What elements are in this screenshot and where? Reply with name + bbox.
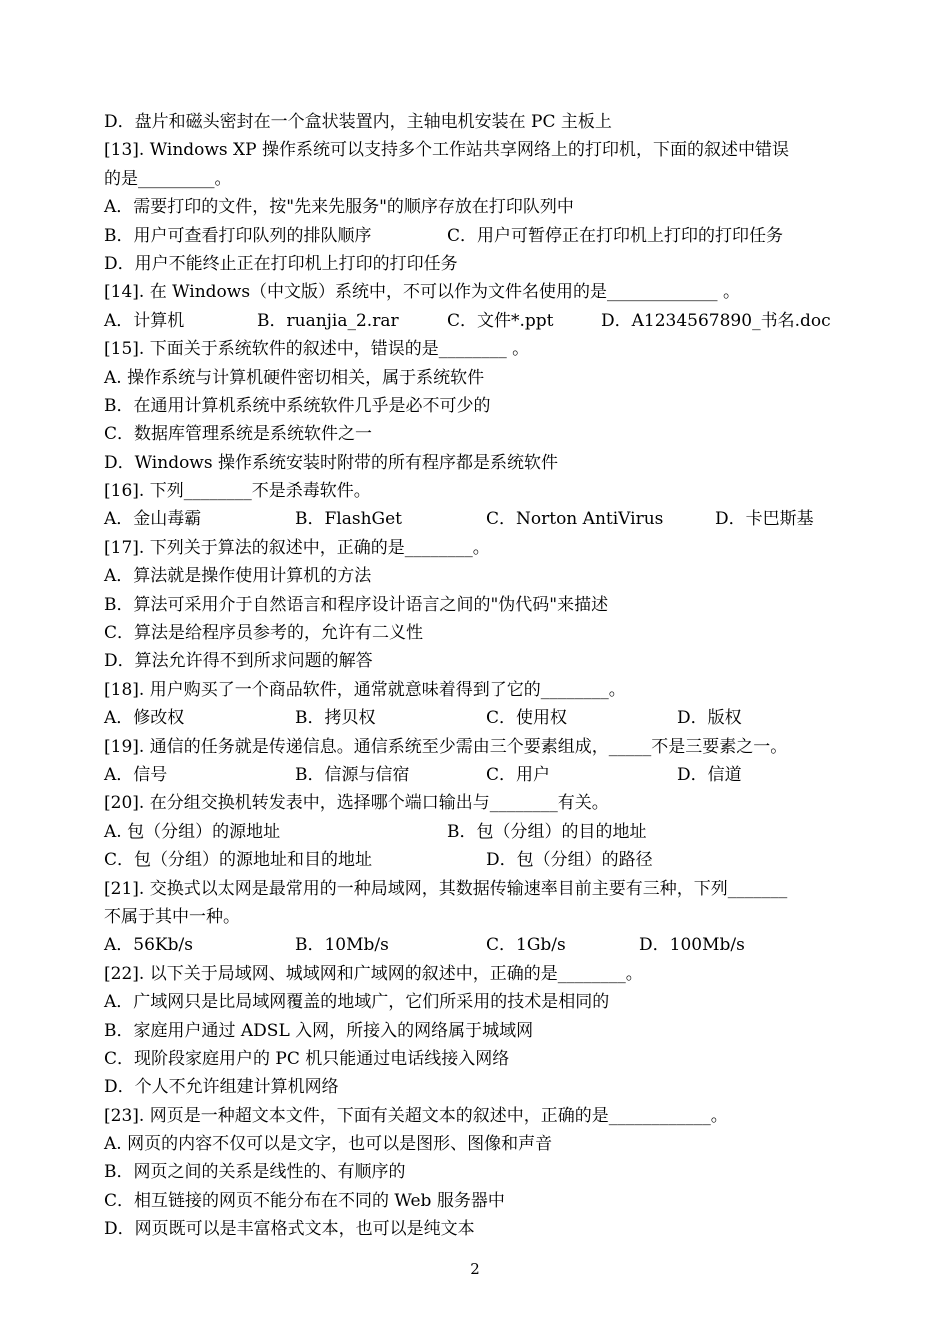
text-line (104, 647, 854, 675)
page-number: 2 (470, 1260, 480, 1278)
line-text: [15]. 下面关于系统软件的叙述中，错误的是________ 。 (104, 339, 530, 360)
text-line (104, 420, 854, 448)
text-line (104, 875, 854, 903)
text-line (104, 733, 854, 761)
option-text: C．用户 (486, 764, 551, 785)
line-text: 的是_________。 (104, 168, 232, 189)
text-line (104, 903, 854, 931)
option-text: B．用户可查看打印队列的排队顺序 (104, 225, 372, 246)
text-line (104, 1102, 854, 1130)
line-text: C．算法是给程序员参考的，允许有二义性 (104, 623, 424, 644)
option-text: D．卡巴斯基 (715, 509, 814, 530)
option-text: A．修改权 (104, 708, 185, 729)
text-line (104, 307, 854, 335)
text-line (104, 477, 854, 505)
text-line (104, 960, 854, 988)
text-line (104, 1073, 854, 1101)
option-text: C．文件*.ppt (447, 310, 554, 331)
line-text: A．需要打印的文件，按"先来先服务"的顺序存放在打印队列中 (104, 197, 574, 218)
line-text: D．网页既可以是丰富格式文本，也可以是纯文本 (104, 1219, 475, 1240)
option-text: B．拷贝权 (295, 708, 376, 729)
text-line (104, 534, 854, 562)
option-text: A. 包（分组）的源地址 (104, 821, 281, 842)
line-text: D．Windows 操作系统安装时附带的所有程序都是系统软件 (104, 452, 558, 473)
option-text: D．信道 (677, 764, 742, 785)
text-line (104, 222, 854, 250)
text-line (104, 136, 854, 164)
text-line (104, 449, 854, 477)
option-text: B．10Mb/s (295, 935, 389, 956)
option-text: B．信源与信宿 (295, 764, 410, 785)
line-text: 不属于其中一种。 (104, 906, 240, 927)
text-line (104, 761, 854, 789)
line-text: [17]. 下列关于算法的叙述中，正确的是________。 (104, 537, 490, 558)
option-text: C．Norton AntiVirus (486, 509, 664, 530)
option-text: C．1Gb/s (486, 935, 566, 956)
text-line (104, 278, 854, 306)
option-text: D．版权 (677, 708, 742, 729)
option-text: D．包（分组）的路径 (486, 850, 653, 871)
line-text: [19]. 通信的任务就是传递信息。通信系统至少需由三个要素组成，_____不是三要素之一。 (104, 736, 788, 757)
text-line (104, 165, 854, 193)
text-line (104, 505, 854, 533)
text-line (104, 562, 854, 590)
line-text: D．算法允许得不到所求问题的解答 (104, 651, 373, 672)
line-text: [18]. 用户购买了一个商品软件，通常就意味着得到了它的________。 (104, 679, 626, 700)
option-text: C．用户可暂停正在打印机上打印的打印任务 (447, 225, 784, 246)
text-line (104, 250, 854, 278)
line-text: D．用户不能终止正在打印机上打印的打印任务 (104, 253, 458, 274)
text-line (104, 108, 854, 136)
line-text: [16]. 下列________不是杀毒软件。 (104, 481, 371, 502)
line-text: D．个人不允许组建计算机网络 (104, 1077, 339, 1098)
text-line (104, 392, 854, 420)
text-line (104, 619, 854, 647)
text-line (104, 591, 854, 619)
option-text: A．56Kb/s (104, 935, 193, 956)
line-text: B．在通用计算机系统中系统软件几乎是必不可少的 (104, 395, 491, 416)
line-text: A．广域网只是比局域网覆盖的地域广，它们所采用的技术是相同的 (104, 992, 610, 1013)
line-text: C．现阶段家庭用户的 PC 机只能通过电话线接入网络 (104, 1048, 510, 1069)
option-text: A．金山毒霸 (104, 509, 202, 530)
line-text: A．算法就是操作使用计算机的方法 (104, 566, 372, 587)
line-text: C．相互链接的网页不能分布在不同的 Web 服务器中 (104, 1190, 505, 1211)
option-text: B．ruanjia_2.rar (257, 310, 399, 331)
text-line (104, 789, 854, 817)
line-text: B．家庭用户通过 ADSL 入网，所接入的网络属于城域网 (104, 1020, 534, 1041)
line-text: [22]. 以下关于局域网、城域网和广域网的叙述中，正确的是________。 (104, 963, 643, 984)
line-text: A. 网页的内容不仅可以是文字，也可以是图形、图像和声音 (104, 1134, 553, 1155)
option-text: D．100Mb/s (639, 935, 745, 956)
text-line (104, 988, 854, 1016)
line-text: [23]. 网页是一种超文本文件，下面有关超文本的叙述中，正确的是____________。 (104, 1105, 728, 1126)
line-text: [13]. Windows XP 操作系统可以支持多个工作站共享网络上的打印机，下面的叙述中错误 (104, 140, 790, 161)
text-line (104, 364, 854, 392)
text-line (104, 1158, 854, 1186)
question-list (104, 108, 854, 1244)
option-text: A．信号 (104, 764, 168, 785)
option-text: D．A1234567890_书名.doc (601, 310, 831, 331)
line-text: [20]. 在分组交换机转发表中，选择哪个端口输出与________有关。 (104, 793, 609, 814)
text-line (104, 1187, 854, 1215)
text-line (104, 846, 854, 874)
text-line (104, 818, 854, 846)
text-line (104, 1130, 854, 1158)
text-line (104, 193, 854, 221)
line-text: A. 操作系统与计算机硬件密切相关，属于系统软件 (104, 367, 485, 388)
text-line (104, 1017, 854, 1045)
line-text: [14]. 在 Windows（中文版）系统中，不可以作为文件名使用的是_____________ 。 (104, 282, 740, 303)
option-text: A．计算机 (104, 310, 185, 331)
text-line (104, 676, 854, 704)
option-text: C．包（分组）的源地址和目的地址 (104, 850, 373, 871)
option-text: B．FlashGet (295, 509, 403, 530)
text-line (104, 1045, 854, 1073)
line-text: [21]. 交换式以太网是最常用的一种局域网，其数据传输速率目前主要有三种，下列_______ (104, 878, 788, 899)
option-text: B．包（分组）的目的地址 (447, 821, 647, 842)
line-text: D．盘片和磁头密封在一个盒状装置内，主轴电机安装在 PC 主板上 (104, 112, 612, 132)
option-text: C．使用权 (486, 708, 568, 729)
text-line (104, 1215, 854, 1243)
text-line (104, 704, 854, 732)
line-text: B．算法可采用介于自然语言和程序设计语言之间的"伪代码"来描述 (104, 594, 609, 615)
text-line (104, 931, 854, 959)
line-text: C．数据库管理系统是系统软件之一 (104, 424, 373, 445)
text-line (104, 335, 854, 363)
line-text: B．网页之间的关系是线性的、有顺序的 (104, 1162, 406, 1183)
